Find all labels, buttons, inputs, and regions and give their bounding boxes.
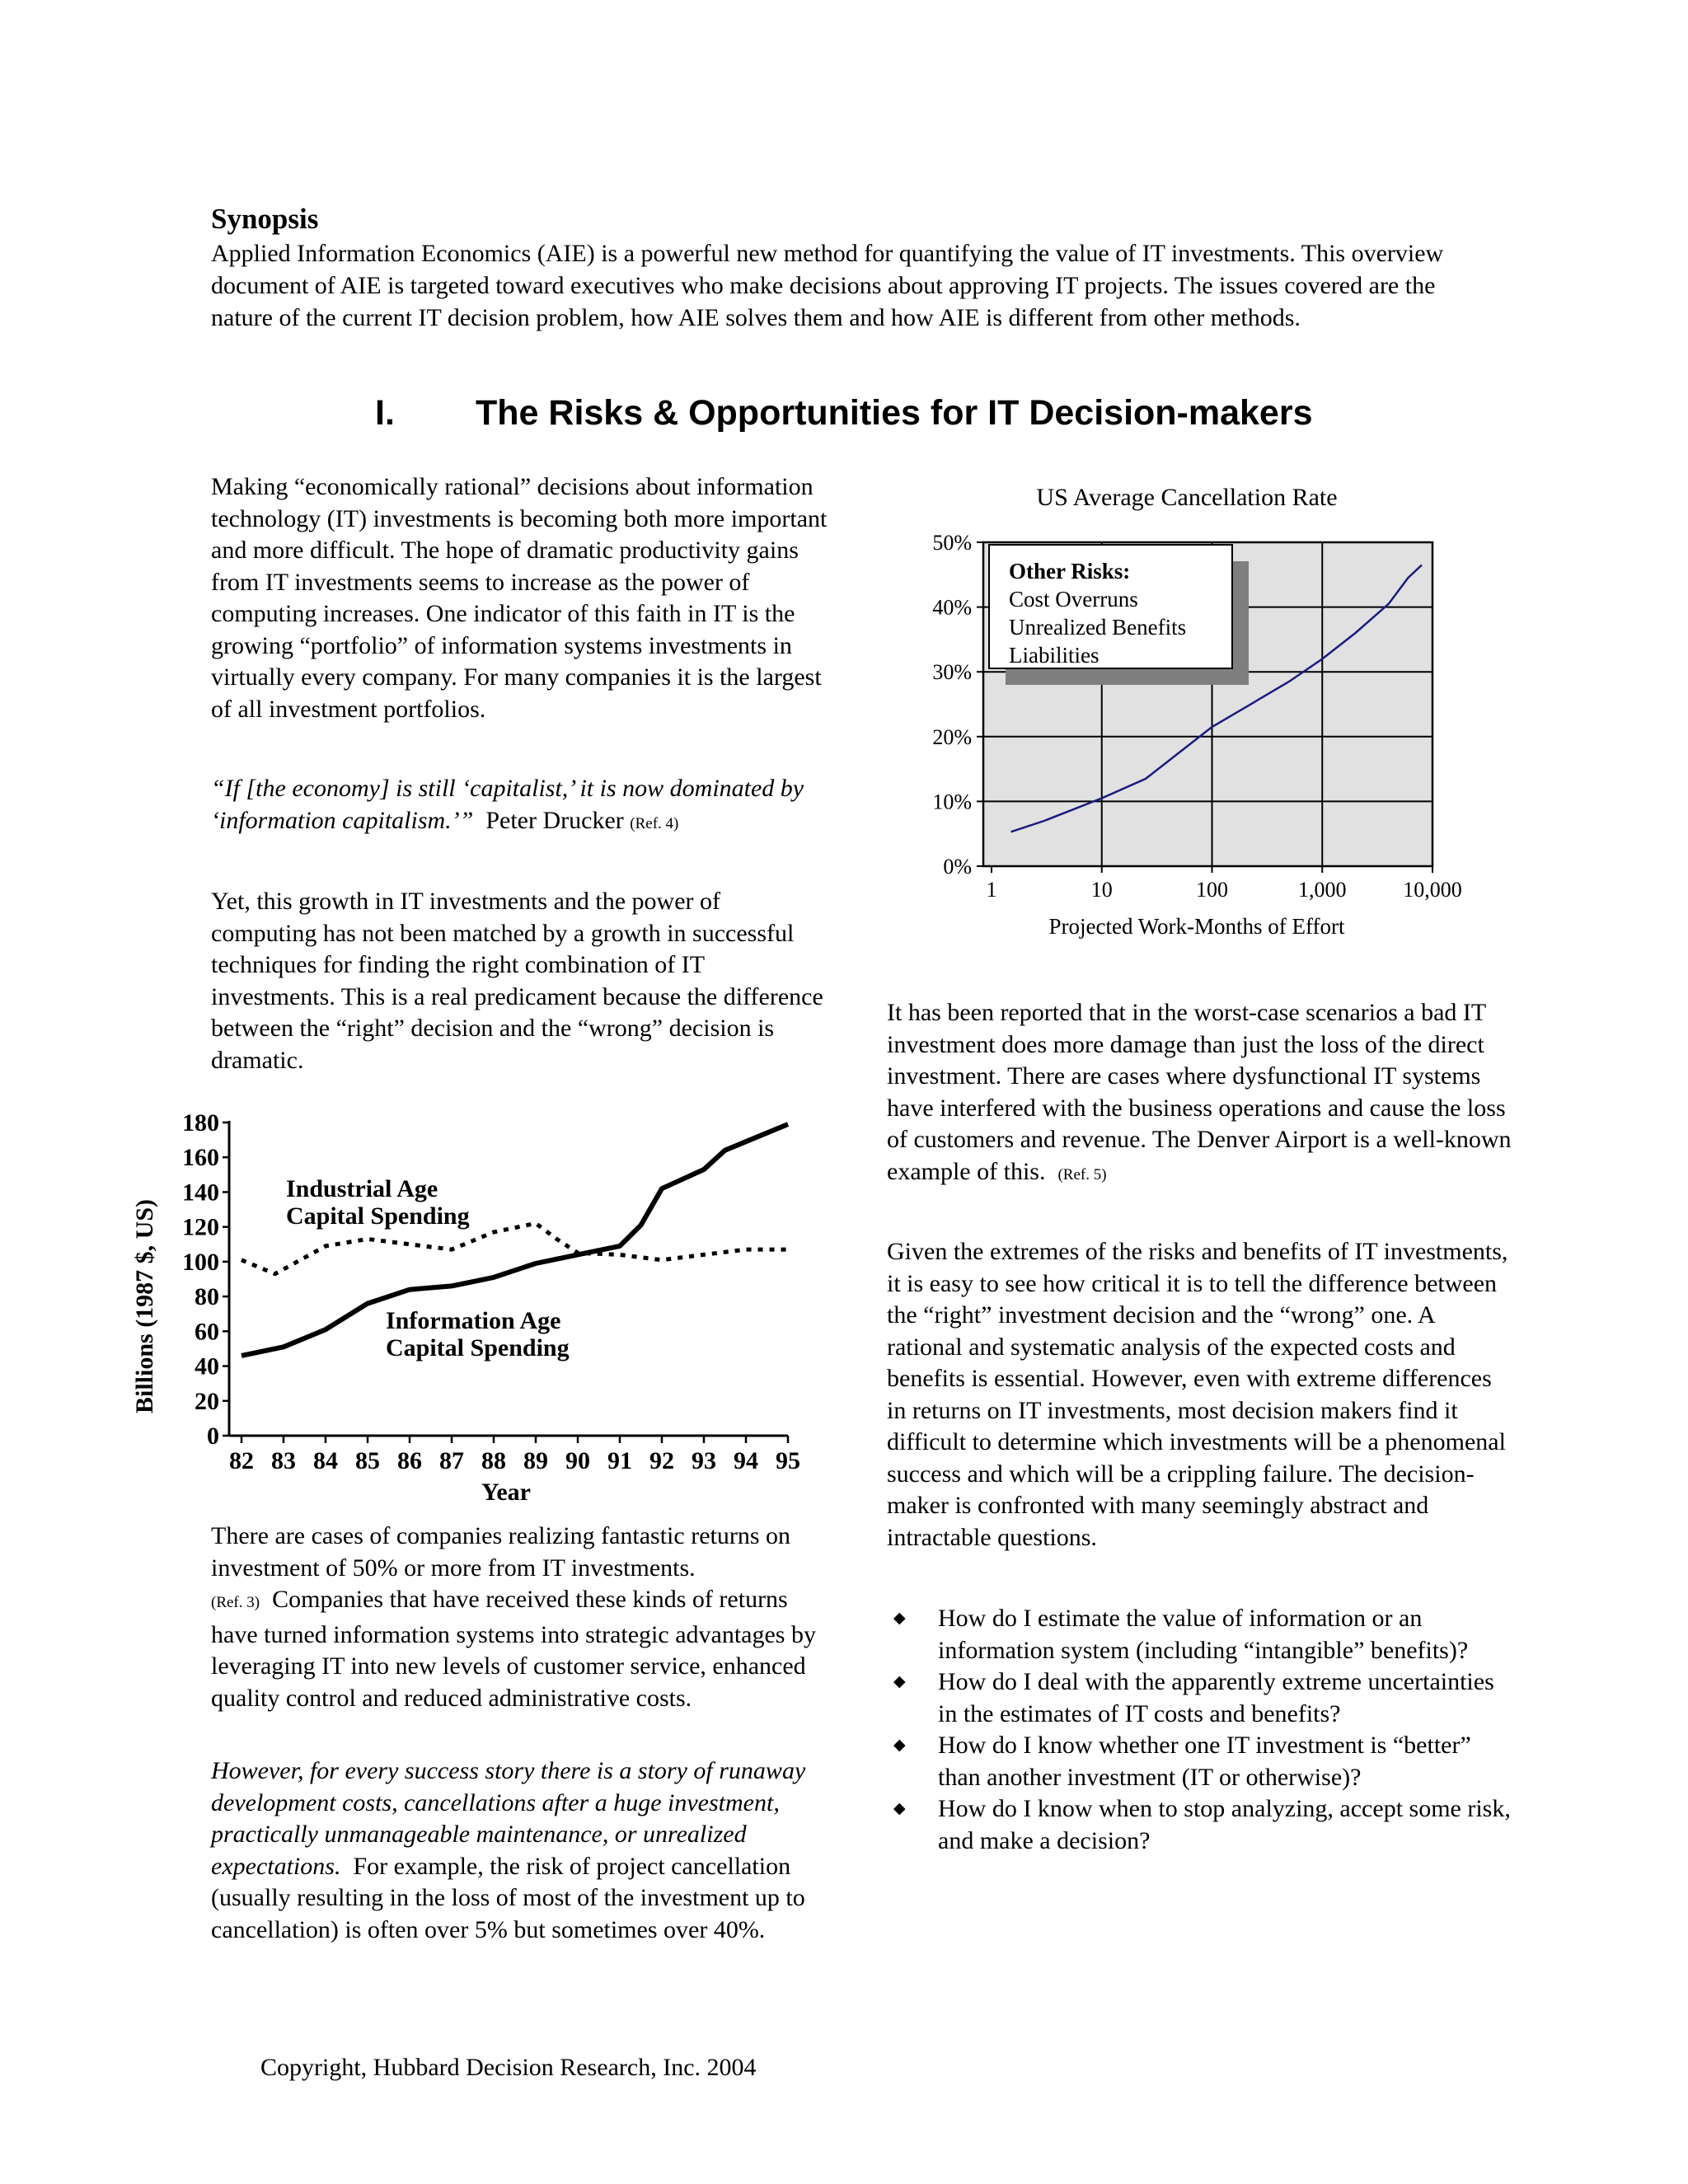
cancellation-rate-chart [907, 482, 1484, 944]
spending-x-tick-label: 83 [271, 1447, 296, 1474]
paragraph-failures [211, 1755, 831, 1946]
cancellation-y-tick-label: 40% [932, 595, 972, 620]
spending-x-tick-label: 89 [523, 1447, 548, 1474]
cancellation-y-tick-label: 0% [943, 855, 972, 879]
legend-item: Liabilities [1009, 643, 1100, 668]
spending-y-axis [182, 1109, 229, 1450]
diamond-bullet-icon: ◆ [893, 1736, 906, 1754]
spending-x-tick-label: 87 [439, 1447, 464, 1474]
legend-item: Unrealized Benefits [1009, 615, 1187, 640]
cancellation-x-tick-label: 100 [1196, 878, 1228, 902]
cancellation-y-tick-label: 50% [932, 531, 972, 555]
paragraph-extremes: Given the extremes of the risks and benefits of IT investments, it is easy to see how critical it is to tell the difference between the “right” investment decision and the “wrong” one. A rational and systematic analysis of the expected costs and benefits is essential. However, even with extreme differences in returns on IT investments, most decision makers find it difficult to determine which investments will be a phenomenal success and which will be a crippling failure. The decision-maker is confronted with many seemingly abstract and intractable questions. [887, 1238, 1508, 1551]
paragraph-damage [887, 997, 1513, 1191]
cancellation-x-tick-label: 1,000 [1298, 878, 1347, 902]
cancellation-y-tick-label: 20% [932, 724, 972, 749]
diamond-bullet-icon: ◆ [893, 1610, 906, 1627]
synopsis-body: Applied Information Economics (AIE) is a powerful new method for quantifying the value of IT investments. This overview document of AIE is targeted toward executives who make decisions about approving IT projects. The issues covered are the nature of the current IT decision problem, how AIE solves them and how AIE is different from other methods. [211, 240, 1444, 331]
list-item-text: How do I estimate the value of information or an information system (including “intangible” benefits)? [938, 1605, 1469, 1664]
spending-x-tick-label: 82 [229, 1447, 254, 1474]
spending-x-tick-label: 94 [734, 1447, 758, 1474]
cancellation-x-tick-label: 1 [986, 878, 997, 902]
spending-x-tick-label: 92 [649, 1447, 674, 1474]
legend-heading: Other Risks: [1009, 559, 1131, 583]
industrial-age-label-line2: Capital Spending [286, 1202, 470, 1230]
drucker-quote [211, 773, 831, 840]
list-item [887, 1730, 1513, 1793]
spending-y-tick-label: 0 [207, 1422, 219, 1450]
damage-reference: (Ref. 5) [1057, 1165, 1107, 1183]
spending-y-tick-label: 180 [182, 1109, 219, 1137]
spending-x-tick-label: 90 [565, 1447, 590, 1474]
spending-x-tick-label: 84 [313, 1447, 338, 1474]
spending-x-tick-label: 95 [776, 1447, 800, 1474]
quote-reference: (Ref. 4) [630, 814, 679, 832]
cancellation-x-tick-label: 10,000 [1403, 878, 1462, 902]
list-item [887, 1793, 1513, 1857]
spending-y-tick-label: 100 [182, 1248, 219, 1276]
list-item [887, 1666, 1513, 1730]
industrial-age-line [241, 1223, 788, 1273]
spending-x-tick-label: 86 [397, 1447, 422, 1474]
spending-y-tick-label: 80 [195, 1283, 219, 1311]
spending-x-tick-label: 88 [481, 1447, 506, 1474]
damage-text: It has been reported that in the worst-case scenarios a bad IT investment does more damage than just the loss of the direct investment. There are cases where dysfunctional IT systems have interfered with the business operations and cause the loss of customers and revenue. The Denver Airport is a well-known example of this. [887, 999, 1512, 1185]
industrial-age-label-line1: Industrial Age [286, 1175, 438, 1202]
spending-y-axis-label: Billions (1987 $, US) [131, 1198, 158, 1414]
cancellation-y-tick-label: 30% [932, 660, 972, 685]
spending-x-axis [229, 1436, 800, 1474]
capital-spending-chart [124, 1100, 849, 1512]
spending-y-tick-label: 120 [182, 1213, 219, 1241]
failures-text: For example, the risk of project cancellation (usually resulting in the loss of most of the investment up to cancellation) is often over 5% but sometimes over 40%. [211, 1852, 805, 1943]
spending-y-tick-label: 40 [195, 1352, 219, 1380]
quote-author: Peter Drucker [485, 806, 624, 834]
spending-x-axis-label: Year [481, 1479, 531, 1506]
spending-y-tick-label: 20 [195, 1387, 219, 1415]
quote-text: “If [the economy] is still ‘capitalist,’ it is now dominated by ‘information capitalism.’” [211, 775, 804, 834]
diamond-bullet-icon: ◆ [893, 1800, 906, 1817]
paragraph-growth: Yet, this growth in IT investments and the power of computing has not been matched by a growth in successful techniques for finding the right combination of IT investments. This is a real predicament because the difference between the “right” decision and the “wrong” decision is dramatic. [211, 888, 823, 1074]
cancellation-y-tick-label: 10% [932, 790, 972, 814]
spending-y-tick-label: 60 [195, 1318, 219, 1346]
paragraph-it-decisions: Making “economically rational” decisions about information technology (IT) investments is becoming both more important and more difficult. The hope of dramatic productivity gains from IT investments seems to increase as the power of computing increases. One indicator of this faith in IT is the growing “portfolio” of information systems investments in virtually every company. For many companies it is the largest of all investment portfolios. [211, 473, 828, 723]
list-item [887, 1603, 1513, 1666]
information-age-label-line2: Capital Spending [386, 1334, 570, 1361]
returns-reference: (Ref. 3) [211, 1594, 260, 1611]
spending-y-tick-label: 140 [182, 1179, 219, 1207]
spending-y-tick-label: 160 [182, 1144, 219, 1172]
cancellation-x-axis-label: Projected Work-Months of Effort [1048, 914, 1345, 939]
paragraph-returns [211, 1521, 831, 1714]
failures-italic-text: However, for every success story there is a story of runaway development costs, cancellations after a huge investment, practically unmanageable maintenance, or unrealized expectations. [211, 1757, 806, 1880]
legend-item: Cost Overruns [1009, 587, 1138, 612]
other-risks-legend [989, 545, 1249, 685]
list-item-text: How do I deal with the apparently extreme uncertainties in the estimates of IT costs and benefits? [938, 1668, 1494, 1727]
question-list [887, 1603, 1513, 1857]
cancellation-x-tick-label: 10 [1090, 878, 1113, 902]
section-number: I. [375, 393, 395, 433]
spending-x-tick-label: 93 [692, 1447, 716, 1474]
spending-x-tick-label: 85 [355, 1447, 380, 1474]
cancellation-chart-title: US Average Cancellation Rate [1036, 484, 1338, 511]
synopsis-heading: Synopsis [211, 203, 319, 235]
spending-x-tick-label: 91 [607, 1447, 632, 1474]
section-title: The Risks & Opportunities for IT Decision-makers [476, 393, 1313, 433]
copyright-footer: Copyright, Hubbard Decision Research, Inc. 2004 [260, 2054, 757, 2081]
returns-text-start: There are cases of companies realizing fantastic returns on investment of 50% or more from IT investments. [211, 1522, 791, 1582]
information-age-label-line1: Information Age [386, 1307, 561, 1334]
section-heading [375, 391, 1313, 434]
list-item-text: How do I know whether one IT investment is “better” than another investment (IT or otherwise)? [938, 1732, 1471, 1791]
returns-text-end: Companies that have received these kinds of returns have turned information systems into strategic advantages by leveraging IT into new levels of customer service, enhanced quality control and reduced administrative costs. [211, 1586, 816, 1712]
list-item-text: How do I know when to stop analyzing, accept some risk, and make a decision? [938, 1795, 1511, 1854]
diamond-bullet-icon: ◆ [893, 1673, 906, 1690]
